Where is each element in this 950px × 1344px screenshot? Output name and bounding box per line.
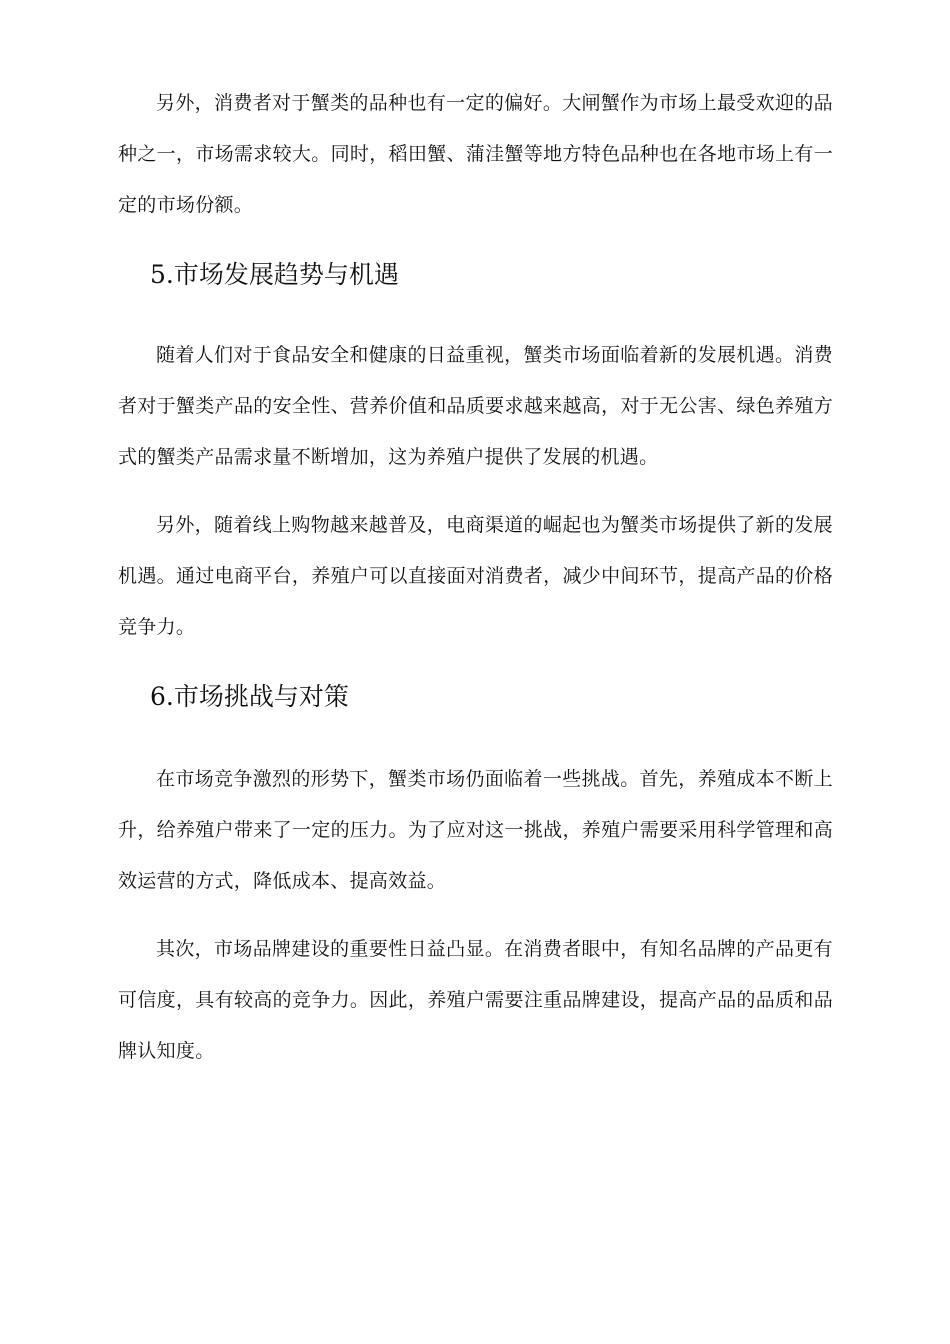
section-heading-challenges: 6.市场挑战与对策 (150, 682, 349, 711)
paragraph-food-safety-opportunity: 随着人们对于食品安全和健康的日益重视，蟹类市场面临着新的发展机遇。消费者对于蟹类产品的安全性、营养价值和品质要求越来越高，对于无公害、绿色养殖方式的蟹类产品需求量不断增加，这为养殖户提供了发展的机遇。 (118, 344, 833, 468)
paragraph-brand-building: 其次，市场品牌建设的重要性日益凸显。在消费者眼中，有知名品牌的产品更有可信度，具有较高的竞争力。因此，养殖户需要注重品牌建设，提高产品的品质和品牌认知度。 (118, 938, 833, 1062)
section-heading-trends: 5.市场发展趋势与机遇 (150, 260, 399, 289)
paragraph-consumer-preference: 另外，消费者对于蟹类的品种也有一定的偏好。大闸蟹作为市场上最受欢迎的品种之一，市场需求较大。同时，稻田蟹、蒲洼蟹等地方特色品种也在各地市场上有一定的市场份额。 (118, 92, 833, 216)
paragraph-cost-challenge: 在市场竞争激烈的形势下，蟹类市场仍面临着一些挑战。首先，养殖成本不断上升，给养殖户带来了一定的压力。为了应对这一挑战，养殖户需要采用科学管理和高效运营的方式，降低成本、提高效益。 (118, 768, 833, 892)
paragraph-ecommerce-opportunity: 另外，随着线上购物越来越普及，电商渠道的崛起也为蟹类市场提供了新的发展机遇。通过电商平台，养殖户可以直接面对消费者，减少中间环节，提高产品的价格竞争力。 (118, 514, 833, 638)
